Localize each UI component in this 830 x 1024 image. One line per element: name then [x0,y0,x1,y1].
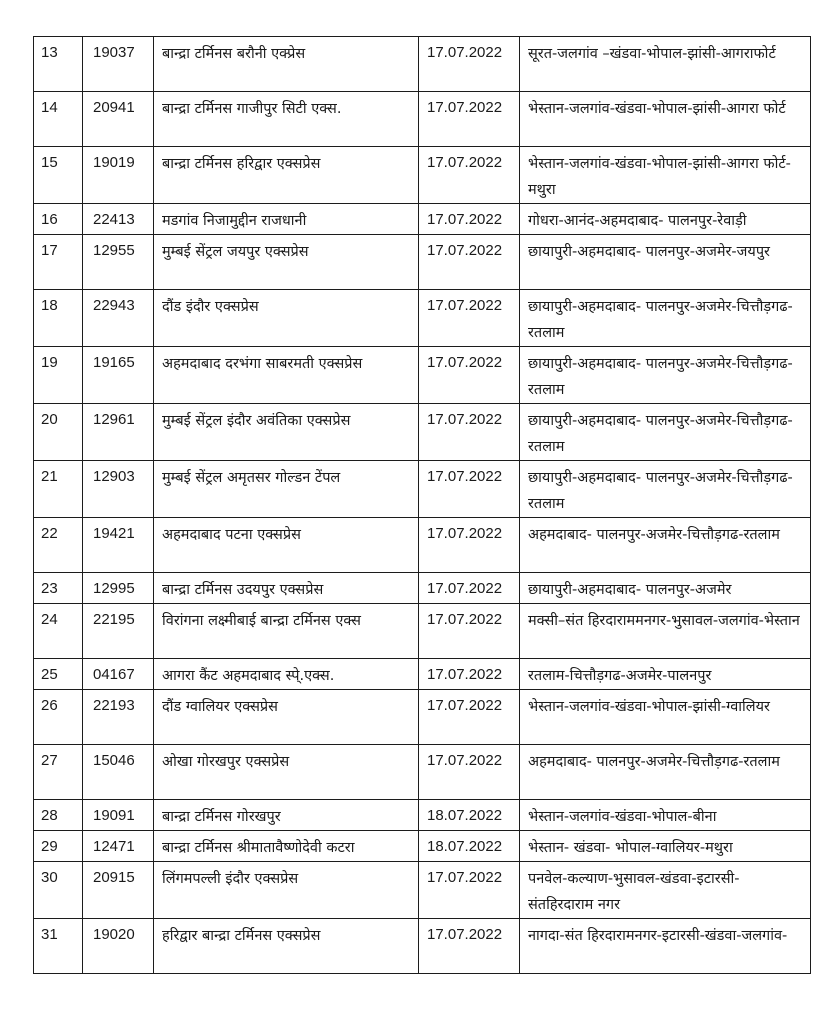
train-number-cell: 19165 [83,347,154,404]
train-number-cell: 22195 [83,604,154,659]
table-row [34,147,811,204]
date-cell: 17.07.2022 [419,573,520,604]
train-number-cell: 22193 [83,690,154,745]
table-body [34,37,811,974]
serial-number-cell: 20 [34,404,83,461]
route-cell: मक्सी–संत हिरदाराममनगर-भुसावल-जलगांव-भेस्तान [520,604,811,659]
train-name-cell: मुम्बई सेंट्रल अमृतसर गोल्डन टेंपल [154,461,419,518]
table-row [34,800,811,831]
serial-number-cell: 22 [34,518,83,573]
date-cell: 17.07.2022 [419,290,520,347]
train-name-cell: बान्द्रा टर्मिनस गाजीपुर सिटी एक्स. [154,92,419,147]
date-cell: 17.07.2022 [419,690,520,745]
serial-number-cell: 27 [34,745,83,800]
route-cell: भेस्तान-जलगांव-खंडवा-भोपाल-बीना [520,800,811,831]
train-number-cell: 19019 [83,147,154,204]
table-row [34,862,811,919]
train-number-cell: 19037 [83,37,154,92]
route-cell: भेस्तान- खंडवा- भोपाल-ग्वालियर-मथुरा [520,831,811,862]
serial-number-cell: 23 [34,573,83,604]
train-number-cell: 19091 [83,800,154,831]
train-name-cell: ओखा गोरखपुर एक्सप्रेस [154,745,419,800]
date-cell: 17.07.2022 [419,235,520,290]
date-cell: 17.07.2022 [419,204,520,235]
date-cell: 17.07.2022 [419,659,520,690]
train-name-cell: दौंड इंदौर एक्सप्रेस [154,290,419,347]
train-number-cell: 04167 [83,659,154,690]
train-name-cell: अहमदाबाद दरभंगा साबरमती एक्सप्रेस [154,347,419,404]
table-row [34,831,811,862]
train-number-cell: 12903 [83,461,154,518]
train-number-cell: 12995 [83,573,154,604]
date-cell: 17.07.2022 [419,518,520,573]
serial-number-cell: 30 [34,862,83,919]
train-name-cell: बान्द्रा टर्मिनस हरिद्वार एक्सप्रेस [154,147,419,204]
train-name-cell: आगरा कैंट अहमदाबाद स्पे्.एक्स. [154,659,419,690]
date-cell: 17.07.2022 [419,461,520,518]
serial-number-cell: 19 [34,347,83,404]
train-number-cell: 15046 [83,745,154,800]
route-cell: छायापुरी-अहमदाबाद- पालनपुर-अजमेर-चित्तौड़गढ-रतलाम [520,290,811,347]
table-row [34,404,811,461]
serial-number-cell: 13 [34,37,83,92]
train-name-cell: मुम्बई सेंट्रल इंदौर अवंतिका एक्सप्रेस [154,404,419,461]
route-cell: भेस्तान-जलगांव-खंडवा-भोपाल-झांसी-आगरा फोर्ट-मथुरा [520,147,811,204]
table-row [34,518,811,573]
train-number-cell: 20915 [83,862,154,919]
table-row [34,461,811,518]
date-cell: 17.07.2022 [419,604,520,659]
train-name-cell: बान्द्रा टर्मिनस श्रीमातावैष्णोदेवी कटरा [154,831,419,862]
table-row [34,573,811,604]
serial-number-cell: 18 [34,290,83,347]
train-number-cell: 22413 [83,204,154,235]
serial-number-cell: 15 [34,147,83,204]
table-row [34,204,811,235]
date-cell: 17.07.2022 [419,92,520,147]
train-name-cell: विरांगना लक्ष्मीबाई बान्द्रा टर्मिनस एक्स [154,604,419,659]
train-number-cell: 20941 [83,92,154,147]
train-schedule-table [33,36,811,974]
serial-number-cell: 26 [34,690,83,745]
route-cell: अहमदाबाद- पालनपुर-अजमेर-चित्तौड़गढ-रतलाम [520,745,811,800]
route-cell: रतलाम-चित्तौड़गढ-अजमेर-पालनपुर [520,659,811,690]
train-number-cell: 12471 [83,831,154,862]
train-number-cell: 19421 [83,518,154,573]
date-cell: 18.07.2022 [419,800,520,831]
train-number-cell: 12955 [83,235,154,290]
train-number-cell: 22943 [83,290,154,347]
route-cell: नागदा-संत हिरदारामनगर-इटारसी-खंडवा-जलगांव- [520,919,811,974]
serial-number-cell: 16 [34,204,83,235]
route-cell: अहमदाबाद- पालनपुर-अजमेर-चित्तौड़गढ-रतलाम [520,518,811,573]
serial-number-cell: 28 [34,800,83,831]
table-row [34,919,811,974]
table-row [34,690,811,745]
train-name-cell: मडगांव निजामुद्दीन राजधानी [154,204,419,235]
date-cell: 17.07.2022 [419,745,520,800]
serial-number-cell: 17 [34,235,83,290]
route-cell: छायापुरी-अहमदाबाद- पालनपुर-अजमेर-चित्तौड़गढ-रतलाम [520,404,811,461]
train-name-cell: दौंड ग्वालियर एक्सप्रेस [154,690,419,745]
train-name-cell: मुम्बई सेंट्रल जयपुर एक्सप्रेस [154,235,419,290]
route-cell: गोधरा-आनंद-अहमदाबाद- पालनपुर-रेवाड़ी [520,204,811,235]
serial-number-cell: 29 [34,831,83,862]
route-cell: छायापुरी-अहमदाबाद- पालनपुर-अजमेर [520,573,811,604]
route-cell: भेस्तान-जलगांव-खंडवा-भोपाल-झांसी-ग्वालियर [520,690,811,745]
route-cell: पनवेल-कल्याण-भुसावल-खंडवा-इटारसी-संतहिरदाराम नगर [520,862,811,919]
train-number-cell: 12961 [83,404,154,461]
serial-number-cell: 24 [34,604,83,659]
date-cell: 17.07.2022 [419,37,520,92]
route-cell: छायापुरी-अहमदाबाद- पालनपुर-अजमेर-जयपुर [520,235,811,290]
date-cell: 17.07.2022 [419,404,520,461]
table-row [34,347,811,404]
serial-number-cell: 31 [34,919,83,974]
table-row [34,745,811,800]
train-number-cell: 19020 [83,919,154,974]
table-row [34,235,811,290]
serial-number-cell: 25 [34,659,83,690]
date-cell: 17.07.2022 [419,862,520,919]
date-cell: 17.07.2022 [419,919,520,974]
table-row [34,659,811,690]
date-cell: 17.07.2022 [419,347,520,404]
date-cell: 18.07.2022 [419,831,520,862]
train-name-cell: बान्द्रा टर्मिनस उदयपुर एक्सप्रेस [154,573,419,604]
serial-number-cell: 14 [34,92,83,147]
train-name-cell: लिंगमपल्ली इंदौर एक्सप्रेस [154,862,419,919]
route-cell: भेस्तान-जलगांव-खंडवा-भोपाल-झांसी-आगरा फोर्ट [520,92,811,147]
route-cell: छायापुरी-अहमदाबाद- पालनपुर-अजमेर-चित्तौड़गढ-रतलाम [520,461,811,518]
train-name-cell: बान्द्रा टर्मिनस गोरखपुर [154,800,419,831]
date-cell: 17.07.2022 [419,147,520,204]
serial-number-cell: 21 [34,461,83,518]
route-cell: सूरत-जलगांव –खंडवा-भोपाल-झांसी-आगराफोर्ट [520,37,811,92]
table-row [34,290,811,347]
train-name-cell: अहमदाबाद पटना एक्सप्रेस [154,518,419,573]
train-name-cell: हरिद्वार बान्द्रा टर्मिनस एक्सप्रेस [154,919,419,974]
table-row [34,92,811,147]
table-row [34,604,811,659]
train-name-cell: बान्द्रा टर्मिनस बरौनी एक्प्रेस [154,37,419,92]
table-row [34,37,811,92]
route-cell: छायापुरी-अहमदाबाद- पालनपुर-अजमेर-चित्तौड़गढ-रतलाम [520,347,811,404]
